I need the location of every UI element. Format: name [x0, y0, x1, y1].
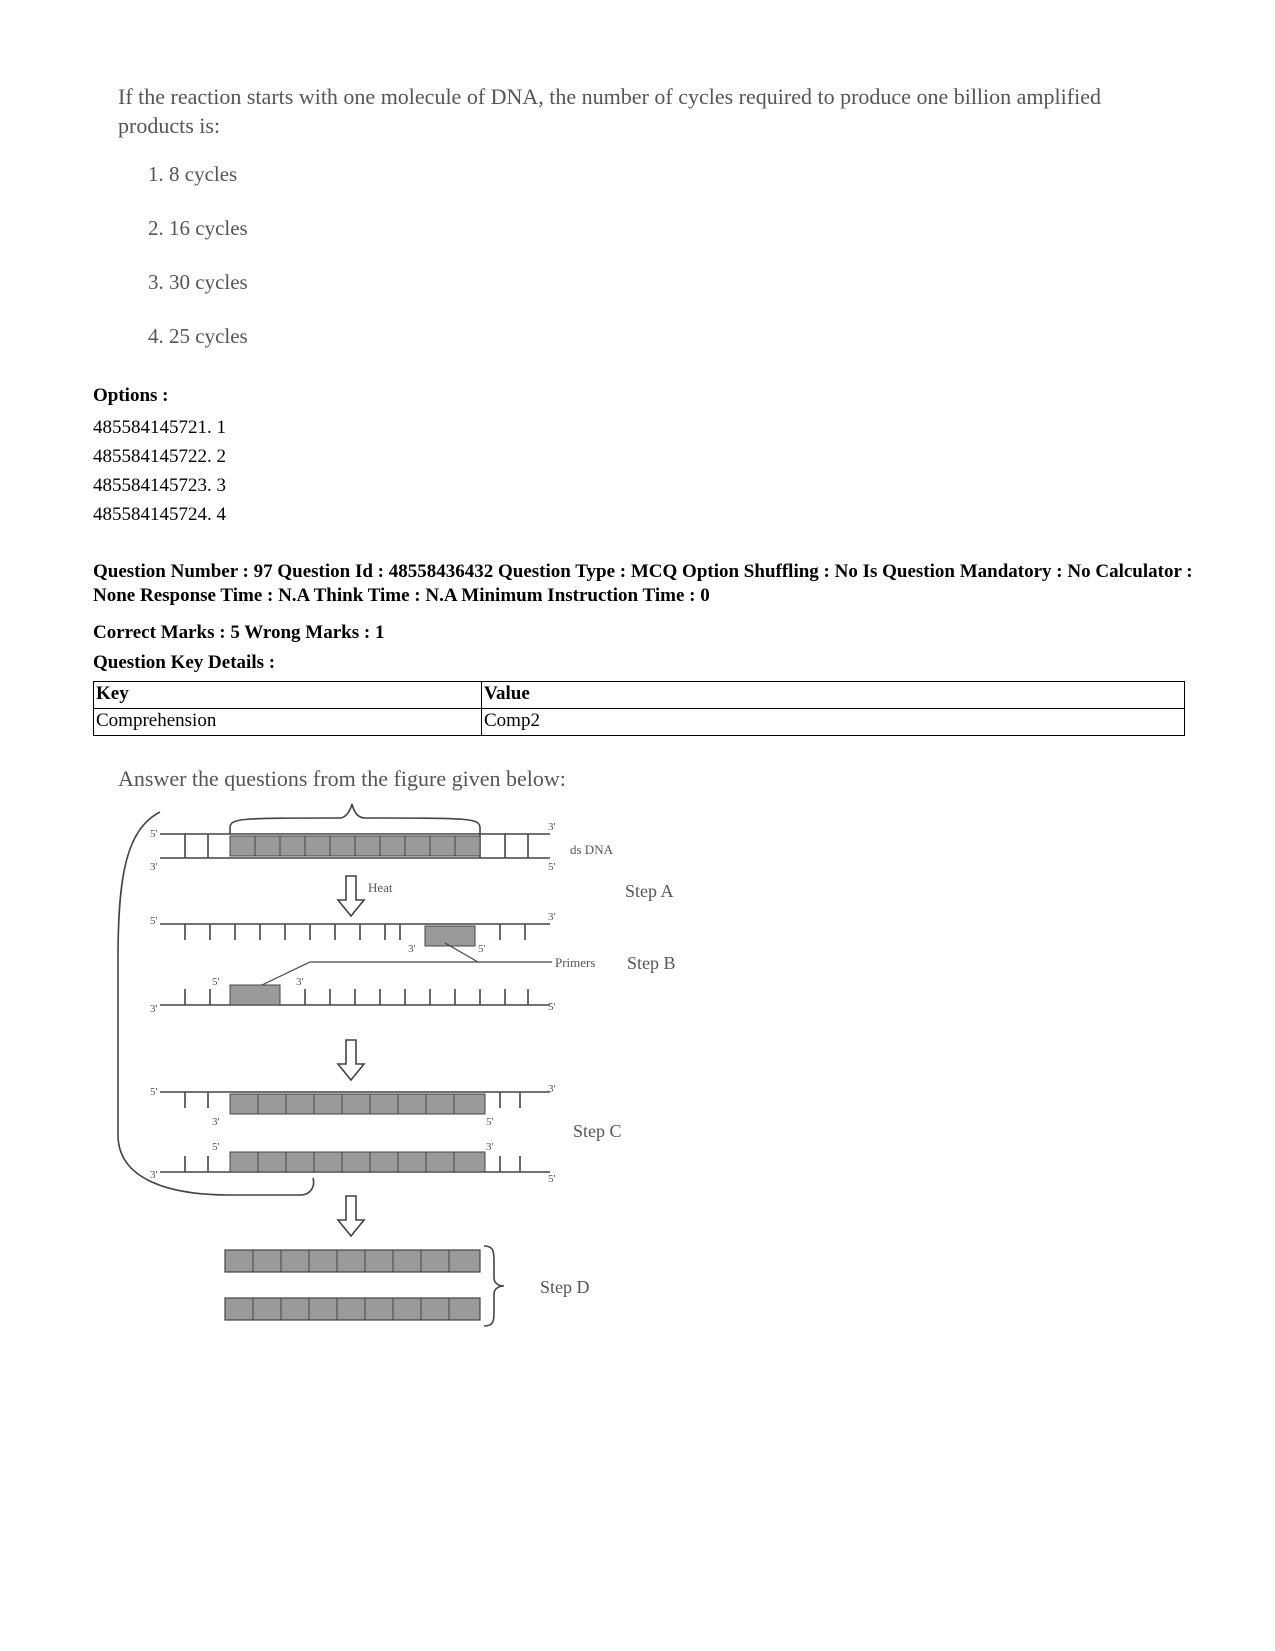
down-arrow-icon	[338, 1196, 364, 1236]
option-item: 485584145721. 1	[93, 417, 226, 438]
table-header-value: Value	[482, 682, 1185, 709]
question-text: If the reaction starts with one molecule of DNA, the number of cycles required to produce one billion amplified products is:	[118, 84, 1101, 138]
label-5-prime: 5'	[486, 1116, 494, 1128]
label-5-prime: 5'	[478, 943, 486, 955]
label-3-prime: 3'	[212, 1116, 220, 1128]
key-details-heading: Question Key Details :	[93, 652, 276, 673]
label-3-prime: 3'	[486, 1141, 494, 1153]
options-heading: Options :	[93, 385, 169, 406]
label-5-prime: 5'	[150, 828, 158, 840]
down-arrow-icon	[338, 1040, 364, 1080]
table-cell-key: Comprehension	[94, 709, 482, 736]
label-3-prime: 3'	[548, 911, 556, 923]
figure-caption: Answer the questions from the figure given below:	[118, 766, 566, 791]
label-3-prime: 3'	[408, 943, 416, 955]
primer-pointer	[262, 962, 552, 985]
question-choice: 1. 8 cycles	[148, 162, 238, 186]
option-item: 485584145724. 4	[93, 504, 226, 525]
label-3-prime: 3'	[548, 1083, 556, 1095]
label-5-prime: 5'	[548, 1173, 556, 1185]
single-strands	[160, 924, 550, 1005]
cycle-loop-arrow	[118, 812, 314, 1195]
table-header-key: Key	[94, 682, 482, 709]
label-3-prime: 3'	[548, 821, 556, 833]
question-marks: Correct Marks : 5 Wrong Marks : 1	[93, 622, 385, 643]
label-primers: Primers	[555, 955, 596, 970]
question-meta: Question Number : 97 Question Id : 48558436432 Question Type : MCQ Option Shuffling : No Is Question Mandatory : No Calculator : None Response Time : N.A Think Time : N.A Minimum Instruction Time : 0	[93, 561, 1193, 606]
label-5-prime: 5'	[150, 915, 158, 927]
option-item: 485584145722. 2	[93, 446, 226, 467]
label-step-a: Step A	[625, 881, 674, 901]
question-choice: 2. 16 cycles	[148, 216, 248, 240]
label-step-d: Step D	[540, 1277, 590, 1297]
table-cell-value: Comp2	[482, 709, 1185, 736]
question-choice: 3. 30 cycles	[148, 270, 248, 294]
top-brace	[230, 804, 480, 834]
label-heat: Heat	[368, 880, 393, 895]
label-3-prime: 3'	[296, 976, 304, 988]
label-5-prime: 5'	[212, 1141, 220, 1153]
label-3-prime: 3'	[150, 1003, 158, 1015]
primers	[230, 926, 475, 1005]
label-step-b: Step B	[627, 953, 676, 973]
label-3-prime: 3'	[150, 861, 158, 873]
label-5-prime: 5'	[212, 976, 220, 988]
label-ds-dna: ds DNA	[570, 842, 613, 857]
step-c-products	[230, 1094, 485, 1172]
step-d-brace	[484, 1246, 504, 1326]
down-arrow-icon	[338, 876, 364, 916]
label-step-c: Step C	[573, 1121, 622, 1141]
label-5-prime: 5'	[548, 1001, 556, 1013]
question-choice: 4. 25 cycles	[148, 324, 248, 348]
label-5-prime: 5'	[548, 861, 556, 873]
option-item: 485584145723. 3	[93, 475, 226, 496]
label-3-prime: 3'	[150, 1169, 158, 1181]
step-d-products	[225, 1250, 480, 1320]
label-5-prime: 5'	[150, 1086, 158, 1098]
